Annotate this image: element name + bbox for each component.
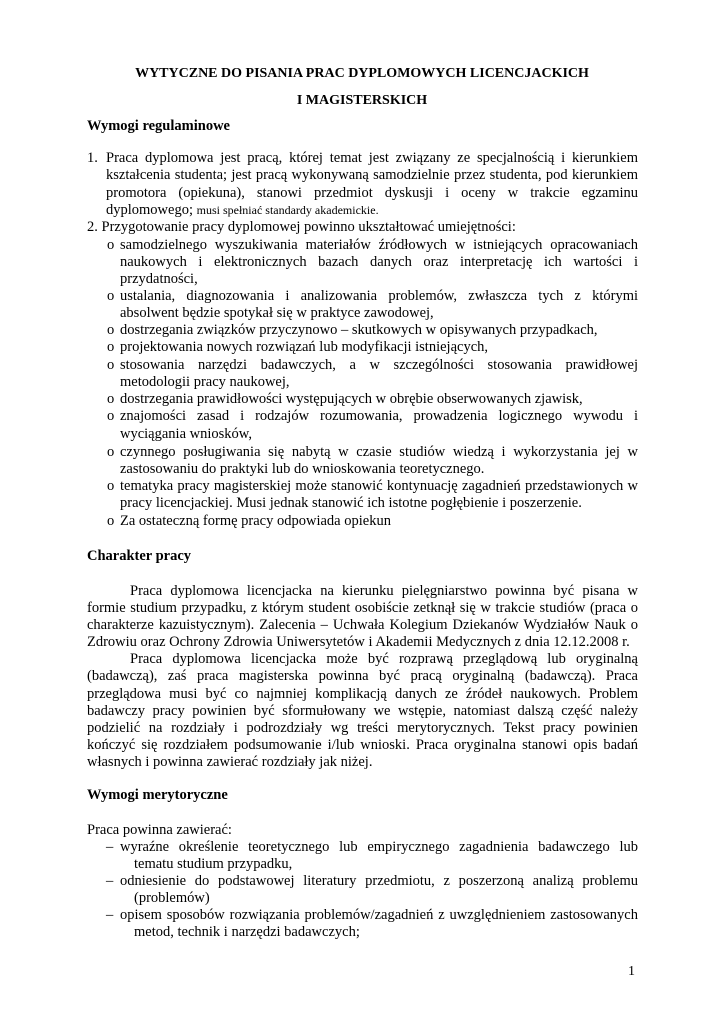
item1-line: kształcenia studenta; jest pracą wykonywaną samodzielnie przez studenta, pod kierunkiem [106,167,638,183]
bullet-line: pracy licencjackiej. Musi jednak stanowić ich istotne pogłębienie i poszerzenie. [120,495,582,511]
bullet-marker: o [107,478,115,494]
paragraph-line: badawczy pracy powinien być sformułowany we wstępie, natomiast dalszą część należy [87,703,638,719]
paragraph-line: Praca dyplomowa licencjacka może być rozprawą przeglądową lub oryginalną [130,651,638,667]
item1-line: promotora (opiekuna), stanowi przedmiot dyskusji i oceny w trakcie egzaminu [106,185,638,201]
paragraph-line: przeglądowa musi być co najmniej komplikacją danych ze źródeł naukowych. Problem [87,686,638,702]
bullet-marker: o [107,322,115,338]
bullet-line: tematyka pracy magisterskiej może stanowić kontynuację zagadnień przedstawionych w [120,478,638,494]
paragraph-line: charakterze kazuistycznym). Zalecenia – Uchwała Kolegium Dziekanów Wydziałów Nauk o [87,617,638,633]
dash-line: odniesienie do podstawowej literatury przedmiotu, z poszerzoną analizą problemu [120,873,638,889]
list-marker: 1. [87,150,98,166]
bullet-line: projektowania nowych rozwiązań lub modyfikacji istniejących, [120,339,489,355]
item2-text: 2. Przygotowanie pracy dyplomowej powinno ukształtować umiejętności: [87,219,516,235]
dash-line: wyraźne określenie teoretycznego lub empirycznego zagadnienia badawczego lub [120,839,638,855]
bullet-marker: o [107,513,115,529]
bullet-line: zastosowaniu do praktyki lub do wnioskowania teoretycznego. [120,461,485,477]
item1-line: Praca dyplomowa jest pracą, której temat jest związany ze specjalnością i kierunkiem [106,150,638,166]
bullet-marker: o [107,408,115,424]
bullet-line: Za ostateczną formę pracy odpowiada opiekun [120,513,391,529]
requirements-intro: Praca powinna zawierać: [87,822,232,838]
bullet-line: samodzielnego wyszukiwania materiałów źródłowych w istniejących opracowaniach [120,237,638,253]
bullet-line: przydatności, [120,271,198,287]
bullet-line: stosowania narzędzi badawczych, a w szczególności stosowania prawidłowej [120,357,638,373]
section-heading-regulations: Wymogi regulaminowe [87,118,230,134]
paragraph-line: podzielić na rozdziały i podrozdziały wg treści merytorycznych. Tekst pracy powinien [87,720,638,736]
bullet-line: znajomości zasad i rodzajów rozumowania, prowadzenia logicznego wywodu i [120,408,638,424]
item1-line [106,202,379,219]
paragraph-line: własnych i powinna zawierać rozdziały jak niżej. [87,754,373,770]
dash-marker: – [106,873,114,889]
paragraph-line: kończyć się rozdziałem podsumowanie i/lub wnioski. Praca oryginalna stanowi opis badań [87,737,638,753]
document-title-line-2: I MAGISTERSKICH [296,93,428,108]
section-heading-content-requirements: Wymogi merytoryczne [87,787,228,803]
document-title-line-1: WYTYCZNE DO PISANIA PRAC DYPLOMOWYCH LICENCJACKICH [135,66,589,81]
bullet-line: czynnego posługiwania się nabytą w czasie studiów wiedzą i wykorzystania jej w [120,444,638,460]
dash-marker: – [106,907,114,923]
bullet-line: wyciągania wniosków, [120,426,252,442]
dash-marker: – [106,839,114,855]
paragraph-line: formie studium przypadku, z którym student osobiście zetknął się w trakcie studiów (praca o [87,600,638,616]
item1-small-text: musi spełniać standardy akademickie. [196,203,379,217]
bullet-marker: o [107,444,115,460]
paragraph-line: (badawczą), zaś praca magisterska powinna być pracą oryginalną (badawczą). Praca [87,668,638,684]
bullet-marker: o [107,237,115,253]
dash-line: (problemów) [134,890,210,906]
paragraph-line: Praca dyplomowa licencjacka na kierunku pielęgniarstwo powinna być pisana w [130,583,638,599]
bullet-line: dostrzegania prawidłowości występujących w obrębie obserwowanych zjawisk, [120,391,583,407]
bullet-marker: o [107,339,115,355]
bullet-marker: o [107,357,115,373]
bullet-line: metodologii pracy naukowej, [120,374,290,390]
bullet-line: naukowych i elektronicznych bazach danych oraz interpretację ich wartości i [120,254,638,270]
section-heading-character: Charakter pracy [87,548,192,564]
page-number: 1 [628,964,635,979]
bullet-line: absolwent będzie spotykał się w praktyce zawodowej, [120,305,434,321]
dash-line: opisem sposobów rozwiązania problemów/zagadnień z uwzględnieniem zastosowanych [120,907,638,923]
dash-line: metod, technik i narzędzi badawczych; [134,924,360,940]
dash-line: tematu studium przypadku, [134,856,293,872]
bullet-line: dostrzegania związków przyczynowo – skutkowych w opisywanych przypadkach, [120,322,598,338]
bullet-marker: o [107,391,115,407]
bullet-marker: o [107,288,115,304]
item1-last-text: dyplomowego; [106,202,193,218]
paragraph-line: Zdrowiu oraz Ochrony Zdrowia Uniwersytetów i Akademii Medycznych z dnia 12.12.2008 r. [87,634,630,650]
bullet-line: ustalania, diagnozowania i analizowania problemów, zwłaszcza tych z którymi [120,288,638,304]
